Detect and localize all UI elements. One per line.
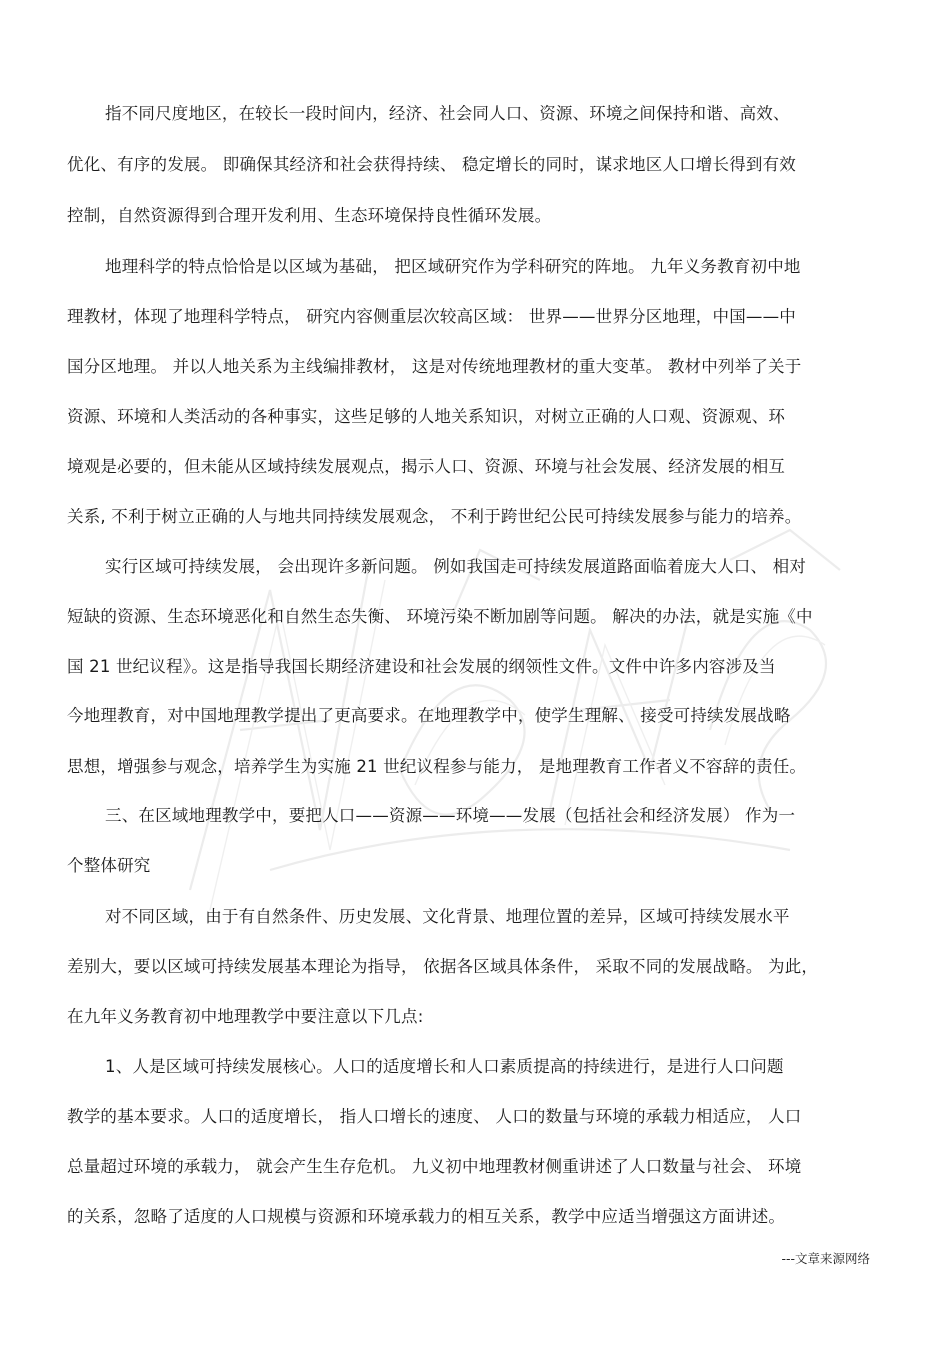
body-text-line: 关系, 不利于树立正确的人与地共同持续发展观念， 不利于跨世纪公民可持续发展参与能力的培养。 xyxy=(67,507,802,526)
source-note: ---文章来源网络 xyxy=(781,1251,870,1266)
body-text-line: 优化、有序的发展。 即确保其经济和社会获得持续、 稳定增长的同时，谋求地区人口增长得到有效 xyxy=(67,155,796,174)
body-text-line: 境观是必要的，但未能从区域持续发展观点，揭示人口、资源、环境与社会发展、经济发展的相互 xyxy=(67,457,786,476)
section-heading-line: 个整体研究 xyxy=(67,856,151,875)
body-text-line: 短缺的资源、生态环境恶化和自然生态失衡、 环境污染不断加剧等问题。 解决的办法，就是实施《中 xyxy=(67,607,813,626)
list-item-line: 的关系，忽略了适度的人口规模与资源和环境承载力的相互关系，教学中应适当增强这方面讲述。 xyxy=(67,1207,786,1226)
body-text-line: 对不同区域，由于有自然条件、历史发展、文化背景、地理位置的差异，区域可持续发展水平 xyxy=(105,907,790,926)
body-text-line: 指不同尺度地区，在较长一段时间内，经济、社会同人口、资源、环境之间保持和谐、高效、 xyxy=(105,104,790,123)
list-item-line: 1、人是区域可持续发展核心。人口的适度增长和人口素质提高的持续进行，是进行人口问题 xyxy=(105,1057,784,1076)
body-text-line: 思想，增强参与观念，培养学生为实施 21 世纪议程参与能力， 是地理教育工作者义不容辞的责任。 xyxy=(67,757,807,776)
body-text-line: 今地理教育，对中国地理教学提出了更高要求。在地理教学中，使学生理解、 接受可持续发展战略 xyxy=(67,706,791,725)
list-item-line: 总量超过环境的承载力， 就会产生生存危机。 九义初中地理教材侧重讲述了人口数量与社会、 环境 xyxy=(67,1157,802,1176)
body-text-line: 资源、环境和人类活动的各种事实，这些足够的人地关系知识，对树立正确的人口观、资源观、环 xyxy=(67,407,786,426)
body-text-line: 国 21 世纪议程》。这是指导我国长期经济建设和社会发展的纲领性文件。文件中许多内容涉及当 xyxy=(67,657,776,676)
body-text-line: 地理科学的特点恰恰是以区域为基础， 把区域研究作为学科研究的阵地。 九年义务教育初中地 xyxy=(105,257,801,276)
body-text-line: 国分区地理。 并以人地关系为主线编排教材， 这是对传统地理教材的重大变革。 教材中列举了关于 xyxy=(67,357,802,376)
body-text-line: 实行区域可持续发展， 会出现许多新问题。 例如我国走可持续发展道路面临着庞大人口、 相对 xyxy=(105,557,807,576)
list-item-line: 教学的基本要求。人口的适度增长， 指人口增长的速度、 人口的数量与环境的承载力相适应， 人口 xyxy=(67,1107,802,1126)
body-text-line: 理教材，体现了地理科学特点， 研究内容侧重层次较高区域： 世界——世界分区地理，中国——中 xyxy=(67,307,796,326)
body-text-line: 控制，自然资源得到合理开发利用、生态环境保持良性循环发展。 xyxy=(67,206,552,225)
body-text-line: 在九年义务教育初中地理教学中要注意以下几点: xyxy=(67,1007,424,1026)
body-text-line: 差别大，要以区域可持续发展基本理论为指导， 依据各区域具体条件， 采取不同的发展战略。 为此， xyxy=(67,957,819,976)
section-heading-line: 三、在区域地理教学中，要把人口——资源——环境——发展（包括社会和经济发展） 作为一 xyxy=(105,806,796,825)
